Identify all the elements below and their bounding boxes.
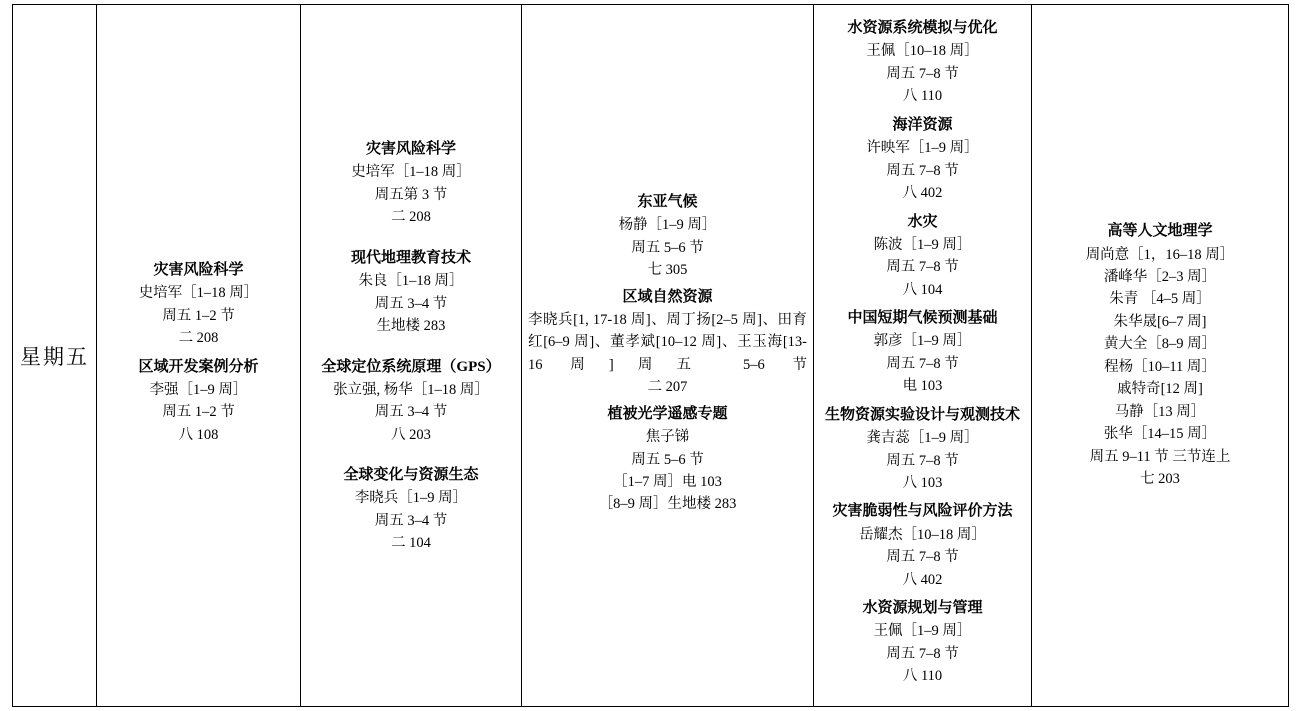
course-title: 中国短期气候预测基础: [847, 310, 998, 327]
day-label-cell: [13, 5, 97, 707]
course-room: 八 402: [902, 185, 943, 202]
course-room: 八 402: [902, 571, 943, 588]
schedule-cell-col2: [301, 5, 522, 707]
course-teacher: 朱良［1–18 周］: [358, 273, 464, 290]
course-block[interactable]: [526, 286, 809, 399]
course-teacher: 李晓兵［1–9 周］: [354, 490, 468, 507]
schedule-cell-col3: [522, 5, 814, 707]
course-room: 二 207: [647, 379, 688, 396]
schedule-cell-col4: [814, 5, 1032, 707]
course-room: 二 208: [391, 209, 431, 226]
table-row: [13, 5, 1289, 707]
course-block[interactable]: [818, 114, 1027, 205]
course-teacher: 潘峰华［2–3 周］: [1103, 269, 1217, 286]
course-room: 八 203: [391, 426, 431, 443]
course-time: 周五 7–8 节: [886, 645, 959, 662]
course-room: 七 203: [1140, 471, 1180, 488]
course-teacher: 王佩［1–9 周］: [873, 623, 972, 640]
course-time: 周五 7–8 节: [886, 452, 959, 469]
course-teacher: 郭彦［1–9 周］: [873, 333, 972, 350]
course-time: 周五 3–4 节: [374, 295, 448, 312]
course-teacher: 朱青 ［4–5 周］: [1109, 291, 1211, 308]
schedule-cell-col5: [1032, 5, 1289, 707]
course-title: 水灾: [907, 213, 938, 230]
course-room: 八 110: [902, 668, 943, 685]
schedule-table: [12, 4, 1289, 707]
course-teacher: 王佩［10–18 周］: [866, 43, 979, 60]
course-room: 七 305: [647, 262, 688, 279]
course-title: 水资源系统模拟与优化: [847, 20, 998, 37]
course-title: 生物资源实验设计与观测技术: [824, 406, 1020, 423]
course-teacher: 黄大全［8–9 周］: [1103, 336, 1217, 353]
course-room: 八 103: [902, 475, 943, 492]
course-teacher: 史培军［1–18 周］: [138, 285, 259, 302]
course-time: 周五第 3 节: [374, 186, 448, 203]
course-title: 全球变化与资源生态: [343, 467, 479, 484]
course-time: 周五 7–8 节: [886, 259, 959, 276]
course-time: 周五 5–6 节: [631, 451, 704, 468]
course-block[interactable]: [526, 191, 809, 282]
course-teacher: 朱华晟[6–7 周]: [1113, 313, 1207, 330]
course-time: 周五 3–4 节: [374, 404, 448, 421]
course-block[interactable]: [305, 356, 517, 447]
course-time: 周五 7–8 节: [886, 355, 959, 372]
course-title: 海洋资源: [892, 116, 953, 133]
course-block[interactable]: [526, 403, 809, 516]
course-teacher: 张立强, 杨华［1–18 周］: [333, 381, 489, 398]
course-title: 现代地理教育技术: [350, 249, 471, 266]
course-teacher: 史培军［1–18 周］: [351, 164, 471, 181]
course-block[interactable]: [1036, 220, 1284, 490]
course-title: 全球定位系统原理（GPS）: [321, 358, 501, 375]
course-teacher: 杨静［1–9 周］: [618, 217, 717, 234]
course-time: 周五 7–8 节: [886, 549, 959, 566]
course-teacher: 焦子锑: [645, 429, 690, 446]
course-teacher: 李晓兵[1, 17-18 周]、周丁扬[2–5 周]、田育红[6–9 周]、董孝斌[10–12 周]、王玉海[13-16 周]周五 5–6 节: [528, 311, 807, 373]
course-teacher: 岳耀杰［10–18 周］: [859, 526, 986, 543]
cell-content-col1: [101, 259, 296, 446]
course-block[interactable]: [305, 464, 517, 555]
course-time: 周五 7–8 节: [886, 65, 959, 82]
day-label: 星期五: [20, 344, 89, 369]
course-block[interactable]: [818, 17, 1027, 108]
course-time: 周五 9–11 节 三节连上: [1089, 448, 1231, 465]
course-title: 区域自然资源: [622, 288, 713, 305]
course-teacher: 陈波［1–9 周］: [873, 236, 972, 253]
course-teacher: 马静［13 周］: [1114, 403, 1206, 420]
course-teacher: 程杨［10–11 周］: [1104, 358, 1216, 375]
course-room: 二 208: [178, 330, 219, 347]
course-title: 东亚气候: [637, 194, 698, 211]
course-time: 周五 1–2 节: [162, 307, 235, 324]
course-title: 高等人文地理学: [1107, 223, 1213, 240]
course-block[interactable]: [818, 404, 1027, 495]
cell-content-col5: [1036, 220, 1284, 490]
course-block[interactable]: [305, 247, 517, 338]
course-teacher: 李强［1–9 周］: [149, 381, 248, 398]
course-room: 八 110: [902, 88, 943, 105]
course-block[interactable]: [818, 211, 1027, 302]
course-title: 灾害风险科学: [365, 141, 456, 158]
course-teacher: 龚吉蕊［1–9 周］: [866, 430, 979, 447]
course-room: 八 108: [178, 426, 219, 443]
cell-content-col3: [526, 191, 809, 516]
course-time: 周五 7–8 节: [886, 162, 959, 179]
course-time: 周五 5–6 节: [631, 239, 704, 256]
course-teacher: 许映军［1–9 周］: [866, 140, 979, 157]
course-block[interactable]: [101, 259, 296, 350]
course-teacher: 戚特奇[12 周]: [1117, 381, 1203, 398]
course-title: 区域开发案例分析: [138, 358, 259, 375]
course-block[interactable]: [305, 138, 517, 229]
course-block[interactable]: [101, 356, 296, 447]
course-room: ［1–7 周］电 103: [613, 474, 722, 491]
cell-content-col4: [818, 17, 1027, 688]
course-room: 二 104: [391, 535, 431, 552]
cell-content-col2: [305, 138, 517, 555]
course-teacher: 张华［14–15 周］: [1103, 426, 1217, 443]
course-title: 灾害脆弱性与风险评价方法: [832, 503, 1013, 520]
course-title: 灾害风险科学: [153, 261, 244, 278]
course-block[interactable]: [818, 500, 1027, 591]
course-room: 八 104: [902, 281, 943, 298]
course-teacher: 周尚意［1，16–18 周］: [1085, 246, 1235, 263]
course-room-alt: ［8–9 周］生地楼 283: [598, 496, 737, 513]
course-block[interactable]: [818, 307, 1027, 398]
course-block[interactable]: [818, 597, 1027, 688]
course-room: 电 103: [902, 378, 943, 395]
course-title: 水资源规划与管理: [862, 600, 983, 617]
course-time: 周五 1–2 节: [162, 404, 235, 421]
course-title: 植被光学遥感专题: [607, 405, 728, 422]
schedule-cell-col1: [97, 5, 301, 707]
course-time: 周五 3–4 节: [374, 512, 448, 529]
course-room: 生地楼 283: [376, 318, 446, 335]
